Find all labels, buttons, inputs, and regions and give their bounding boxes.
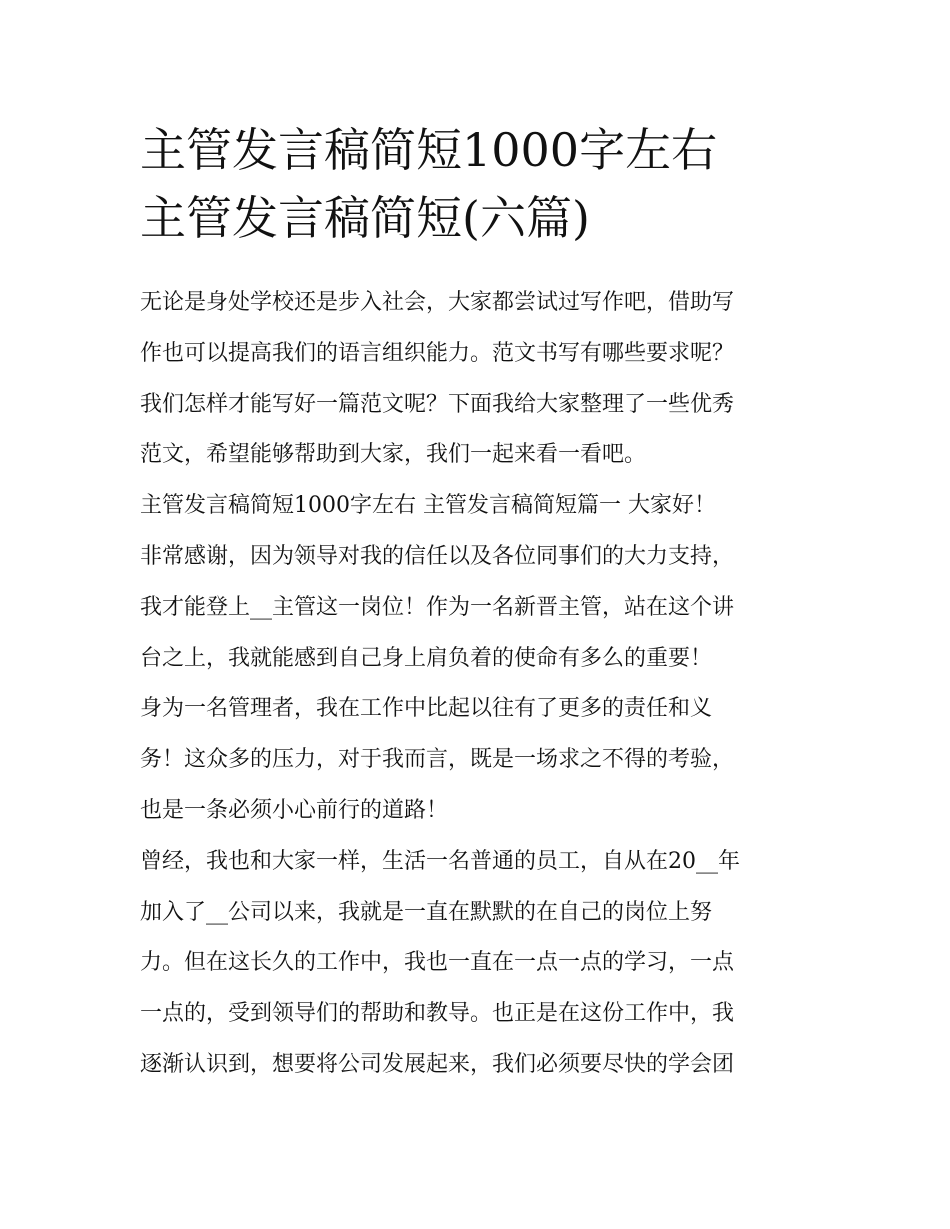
body-line: 曾经，我也和大家一样，生活一名普通的员工，自从在20__年 <box>140 848 740 874</box>
body-line: 加入了__公司以来，我就是一直在默默的在自己的岗位上努 <box>140 899 713 925</box>
body-line: 一点的，受到领导们的帮助和教导。也正是在这份工作中，我 <box>140 1001 735 1027</box>
body-line: 身为一名管理者，我在工作中比起以往有了更多的责任和义 <box>140 696 713 722</box>
body-line: 主管发言稿简短1000字左右 主管发言稿简短篇一 大家好！ <box>140 493 716 519</box>
title-line: 主管发言稿简短(六篇) <box>140 191 590 245</box>
body-line: 无论是身处学校还是步入社会，大家都尝试过写作吧，借助写 <box>140 290 735 315</box>
document-body <box>140 278 830 1091</box>
body-line: 我才能登上__主管这一岗位！作为一名新晋主管，站在这个讲 <box>140 594 735 620</box>
body-line: 我们怎样才能写好一篇范文呢？下面我给大家整理了一些优秀 <box>140 391 735 417</box>
body-line: 非常感谢，因为领导对我的信任以及各位同事们的大力支持， <box>140 543 735 569</box>
body-line: 逐渐认识到，想要将公司发展起来，我们必须要尽快的学会团 <box>140 1051 735 1077</box>
body-line: 台之上，我就能感到自己身上肩负着的使命有多么的重要！ <box>140 645 713 671</box>
body-line: 也是一条必须小心前行的道路！ <box>140 797 449 823</box>
title-line: 主管发言稿简短1000字左右 <box>140 123 718 177</box>
body-line: 范文，希望能够帮助到大家，我们一起来看一看吧。 <box>140 442 647 468</box>
document-title <box>140 116 830 252</box>
body-line: 作也可以提高我们的语言组织能力。范文书写有哪些要求呢？ <box>140 340 735 366</box>
body-line: 力。但在这长久的工作中，我也一直在一点一点的学习，一点 <box>140 950 735 976</box>
body-line: 务！这众多的压力，对于我而言，既是一场求之不得的考验， <box>140 747 735 773</box>
